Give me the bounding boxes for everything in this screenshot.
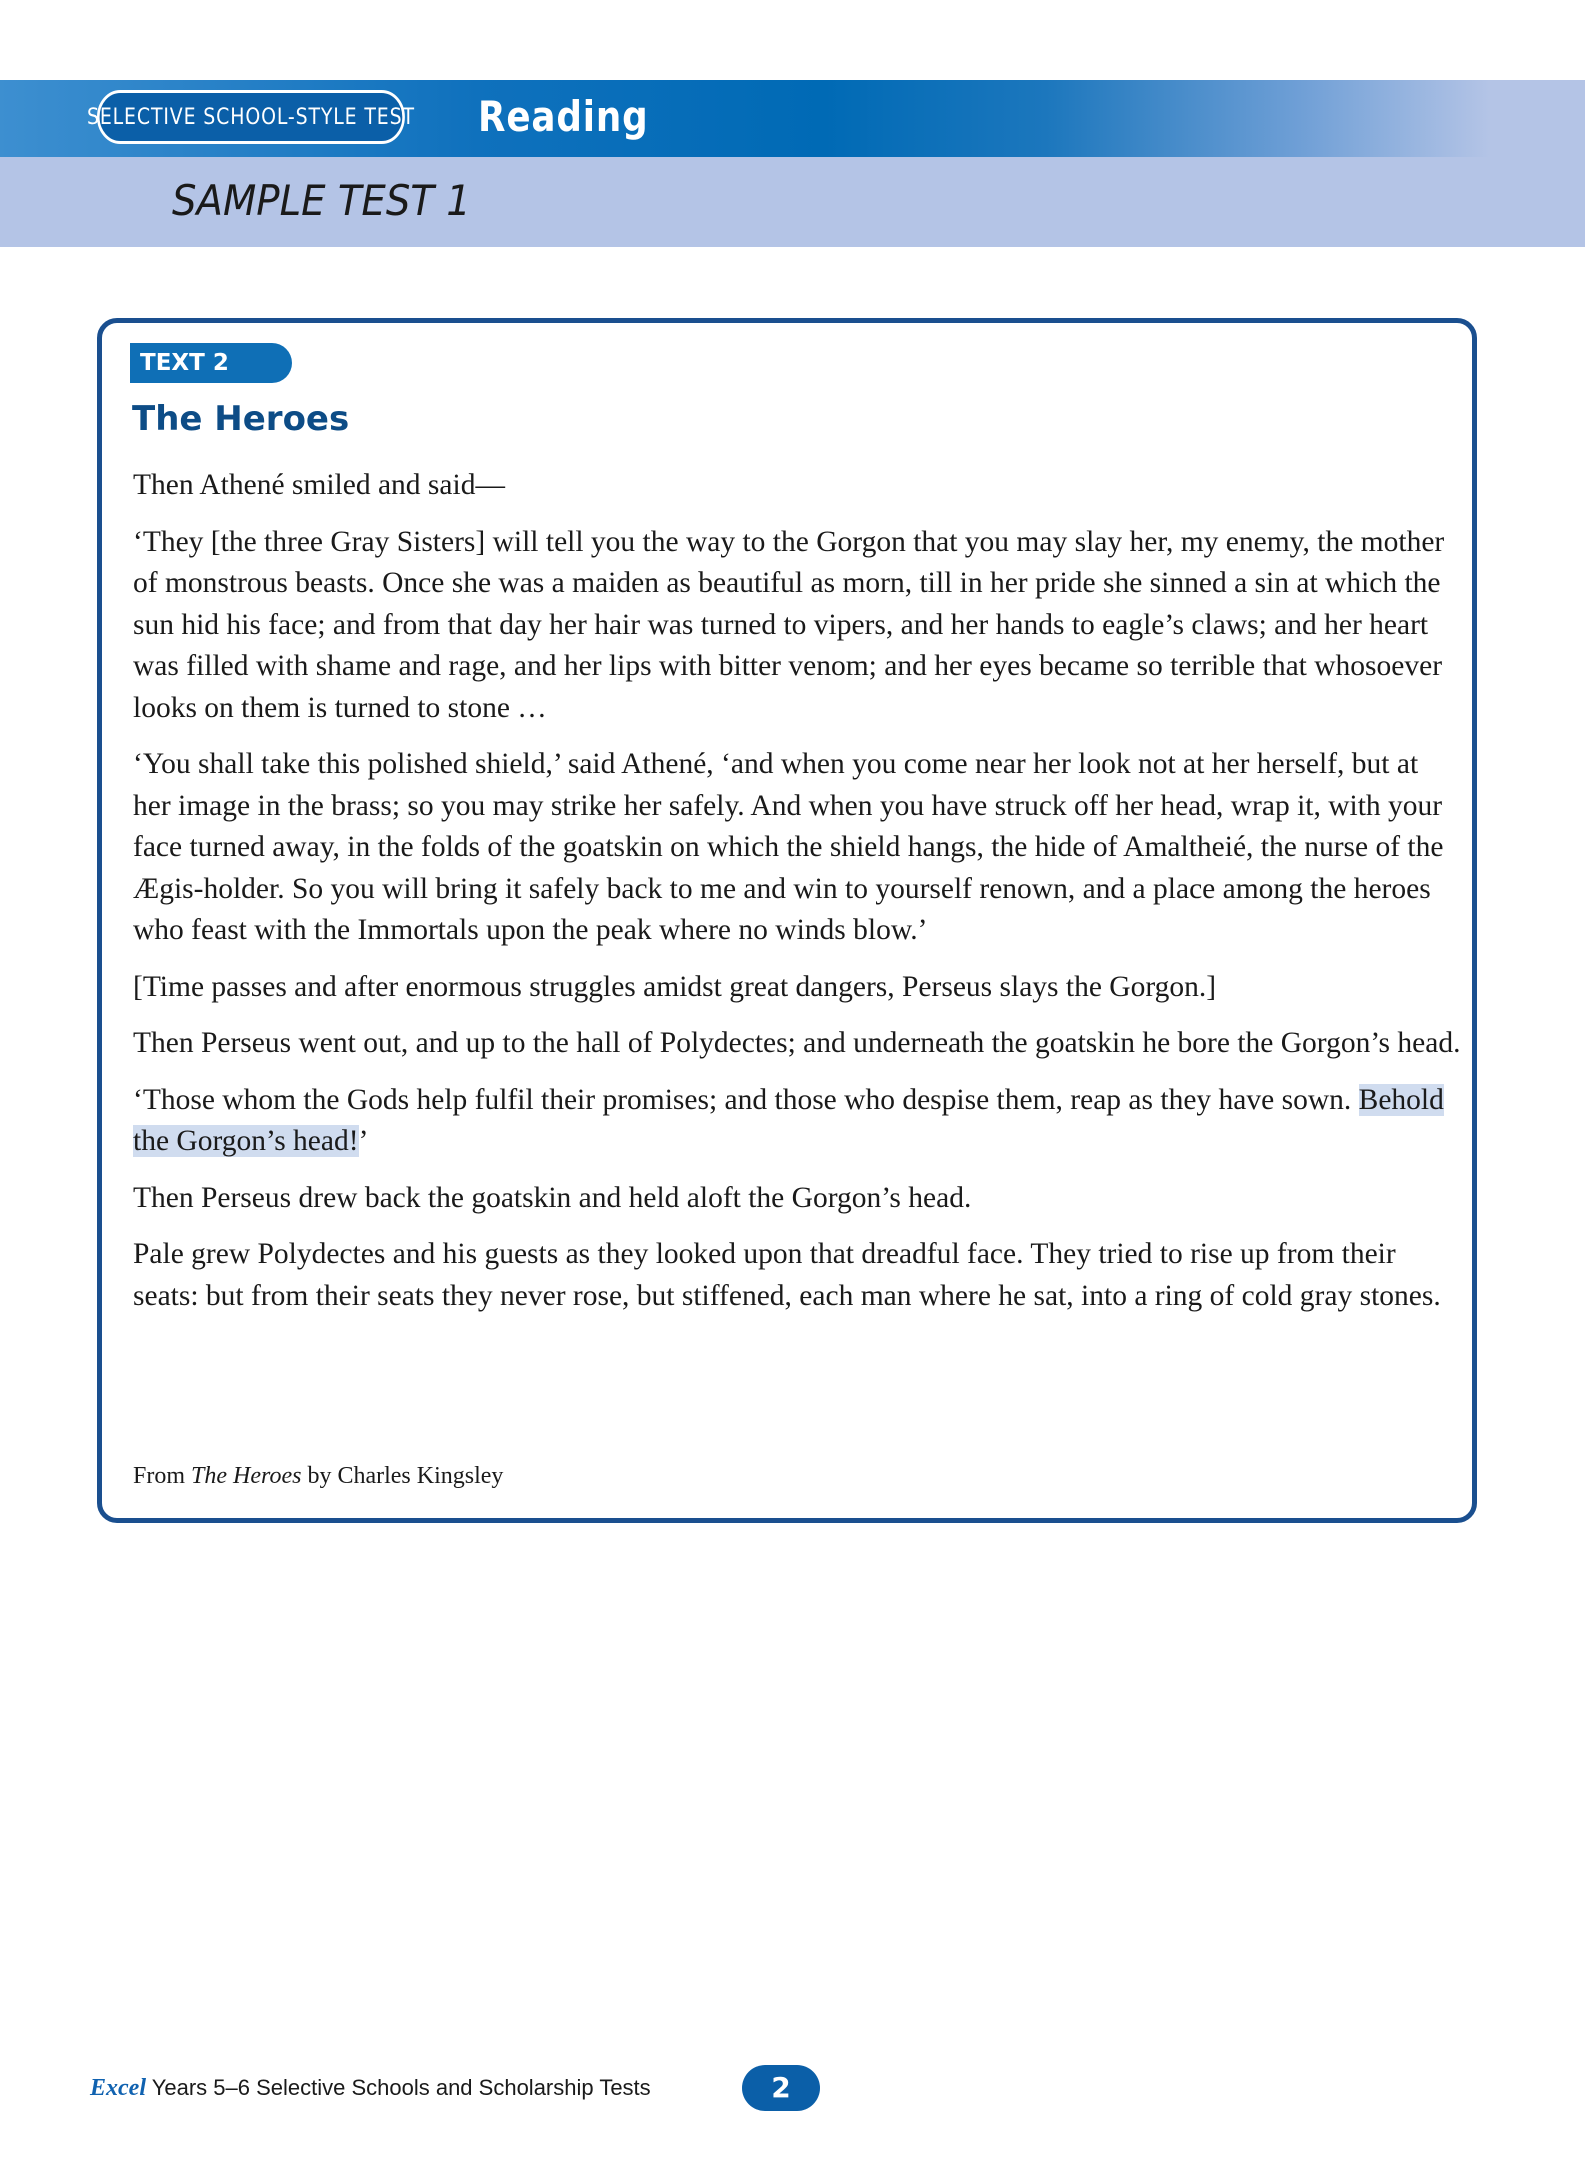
highlighted-phrase[interactable]: Behold the Gorgon’s head! — [133, 1083, 1444, 1157]
page-number-badge: 2 — [742, 2065, 820, 2111]
text-passage-box — [97, 318, 1477, 1523]
quote-close: ’ — [358, 1125, 369, 1157]
source-author: by Charles Kingsley — [301, 1463, 504, 1489]
passage-paragraph: Pale grew Polydectes and his guests as they looked upon that dreadful face. They tried to rise up from their seats: but from their seats they never rose, but stiffened, each man where he sat, into a ring of cold gray stones. — [133, 1238, 1441, 1312]
header-strip — [0, 80, 1585, 157]
passage-paragraph: ‘They [the three Gray Sisters] will tell you the way to the Gorgon that you may slay her, my enemy, the mother of monstrous beasts. Once she was a maiden as beautiful as morn, till in her pride she sinned a sin at which the sun hid his face; and from that day her hair was turned to vipers, and her hands to eagle’s claws; and her heart was filled with shame and rage, and her lips with bitter venom; and her eyes became so terrible that whosoever looks on them is turned to stone … — [133, 525, 1445, 724]
passage-paragraph: [Time passes and after enormous struggles amidst great dangers, Perseus slays the Gorgon.] — [133, 970, 1217, 1003]
passage-body — [133, 465, 1463, 1332]
passage-paragraph-quote — [133, 1080, 1463, 1163]
quote-text: ‘Those whom the Gods help fulfil their promises; and those who despise them, reap as they have sown. — [133, 1083, 1359, 1116]
passage-source — [133, 1463, 503, 1490]
passage-title: The Heroes — [132, 399, 350, 439]
footer-book-title — [90, 2075, 651, 2102]
passage-paragraph: Then Athené smiled and said— — [133, 469, 505, 501]
passage-paragraph: Then Perseus went out, and up to the hall of Polydectes; and underneath the goatskin he bore the Gorgon’s head. — [133, 1027, 1461, 1059]
text-label-badge: TEXT 2 — [130, 343, 292, 383]
page-header — [0, 80, 1585, 247]
brand-logo: Excel — [90, 2075, 146, 2101]
sample-test-title: SAMPLE TEST 1 — [172, 176, 471, 225]
subject-title: Reading — [478, 92, 649, 141]
source-prefix: From — [133, 1463, 192, 1489]
passage-paragraph: ‘You shall take this polished shield,’ said Athené, ‘and when you come near her look not at her herself, but at her image in the brass; so you may strike her safely. And when you have struck off her head, wrap it, with your face turned away, in the folds of the goatskin on which the shield hangs, the hide of Amaltheié, the nurse of the Ægis-holder. So you will bring it safely back to me and win to yourself renown, and a place among the heroes who feast with the Immortals upon the peak where no winds blow.’ — [133, 748, 1444, 946]
footer-title-text: Years 5–6 Selective Schools and Scholarship Tests — [145, 2075, 651, 2100]
passage-paragraph: Then Perseus drew back the goatskin and held aloft the Gorgon’s head. — [133, 1181, 972, 1214]
test-type-badge: SELECTIVE SCHOOL-STYLE TEST — [97, 90, 405, 144]
source-work-title: The Heroes — [191, 1463, 302, 1489]
